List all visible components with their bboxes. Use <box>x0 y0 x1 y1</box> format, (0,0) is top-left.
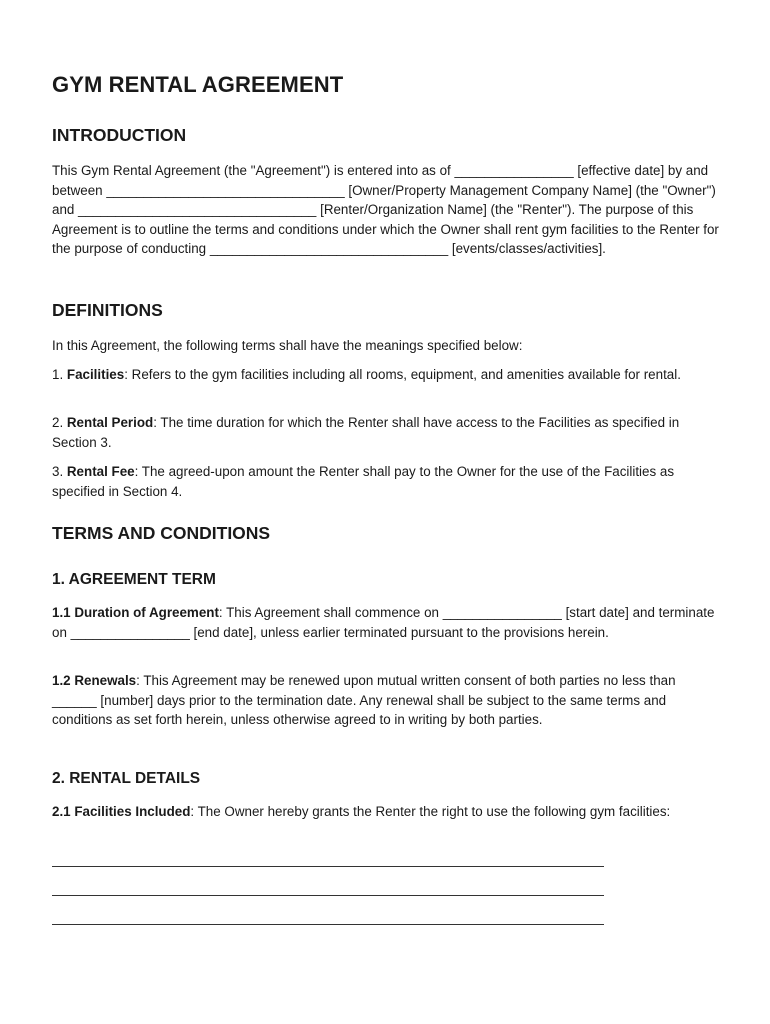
clause-text: : The Owner hereby grants the Renter the right to use the following gym facilities: <box>190 804 671 819</box>
definition-term: Rental Fee <box>66 464 135 479</box>
definition-text: : The time duration for which the Renter shall have access to the Facilities as specified in Section 3. <box>52 415 680 450</box>
clause-term: 1.1 Duration of Agreement <box>52 605 219 620</box>
facilities-blank-line-3[interactable] <box>52 924 604 925</box>
clause-text: : This Agreement may be renewed upon mutual written consent of both parties no less than ______ [number] days prior to the termination date. Any renewal shall be subject to the same terms and conditions as set forth herein, unless otherwise agreed to in writing by both parties. <box>52 673 676 728</box>
definition-item-rental-period <box>52 413 720 452</box>
agreement-term-heading: 1. AGREEMENT TERM <box>52 571 216 588</box>
clause-term: 1.2 Renewals <box>52 673 137 688</box>
definitions-heading: DEFINITIONS <box>52 300 163 320</box>
definition-item-rental-fee <box>52 462 720 501</box>
introduction-paragraph: This Gym Rental Agreement (the "Agreement") is entered into as of ________________ [effective date] by and between ________________________________ [Owner/Property Management Company Name] (the "Owner") and ________________________________ [Renter/Organization Name] (the "Renter"). The purpose of this Agreement is to outline the terms and conditions under which the Owner shall rent gym facilities to the Renter for the purpose of conducting ________________________________ [events/classes/activities]. <box>52 163 719 257</box>
clause-text: : This Agreement shall commence on ________________ [start date] and terminate on ________________ [end date], unless earlier terminated pursuant to the provisions herein. <box>52 605 715 640</box>
clause-duration-of-agreement <box>52 603 720 642</box>
definition-number: 1. <box>52 367 67 382</box>
definition-item-facilities <box>52 365 720 385</box>
document-title: GYM RENTAL AGREEMENT <box>52 72 344 97</box>
definition-number: 3. <box>52 464 67 479</box>
facilities-blank-line-1[interactable] <box>52 866 604 867</box>
definition-text: : The agreed-upon amount the Renter shall pay to the Owner for the use of the Facilities as specified in Section 4. <box>52 464 675 499</box>
terms-heading: TERMS AND CONDITIONS <box>52 523 271 543</box>
definitions-intro: In this Agreement, the following terms shall have the meanings specified below: <box>52 338 523 353</box>
facilities-blank-line-2[interactable] <box>52 895 604 896</box>
definition-number: 2. <box>52 415 67 430</box>
introduction-heading: INTRODUCTION <box>52 125 187 145</box>
clause-term: 2.1 Facilities Included <box>52 804 191 819</box>
rental-details-heading: 2. RENTAL DETAILS <box>52 770 201 787</box>
clause-facilities-included <box>52 802 720 822</box>
definition-text: : Refers to the gym facilities including all rooms, equipment, and amenities available for rental. <box>124 367 681 382</box>
definition-term: Rental Period <box>66 415 154 430</box>
definition-term: Facilities <box>66 367 125 382</box>
clause-renewals <box>52 671 720 730</box>
